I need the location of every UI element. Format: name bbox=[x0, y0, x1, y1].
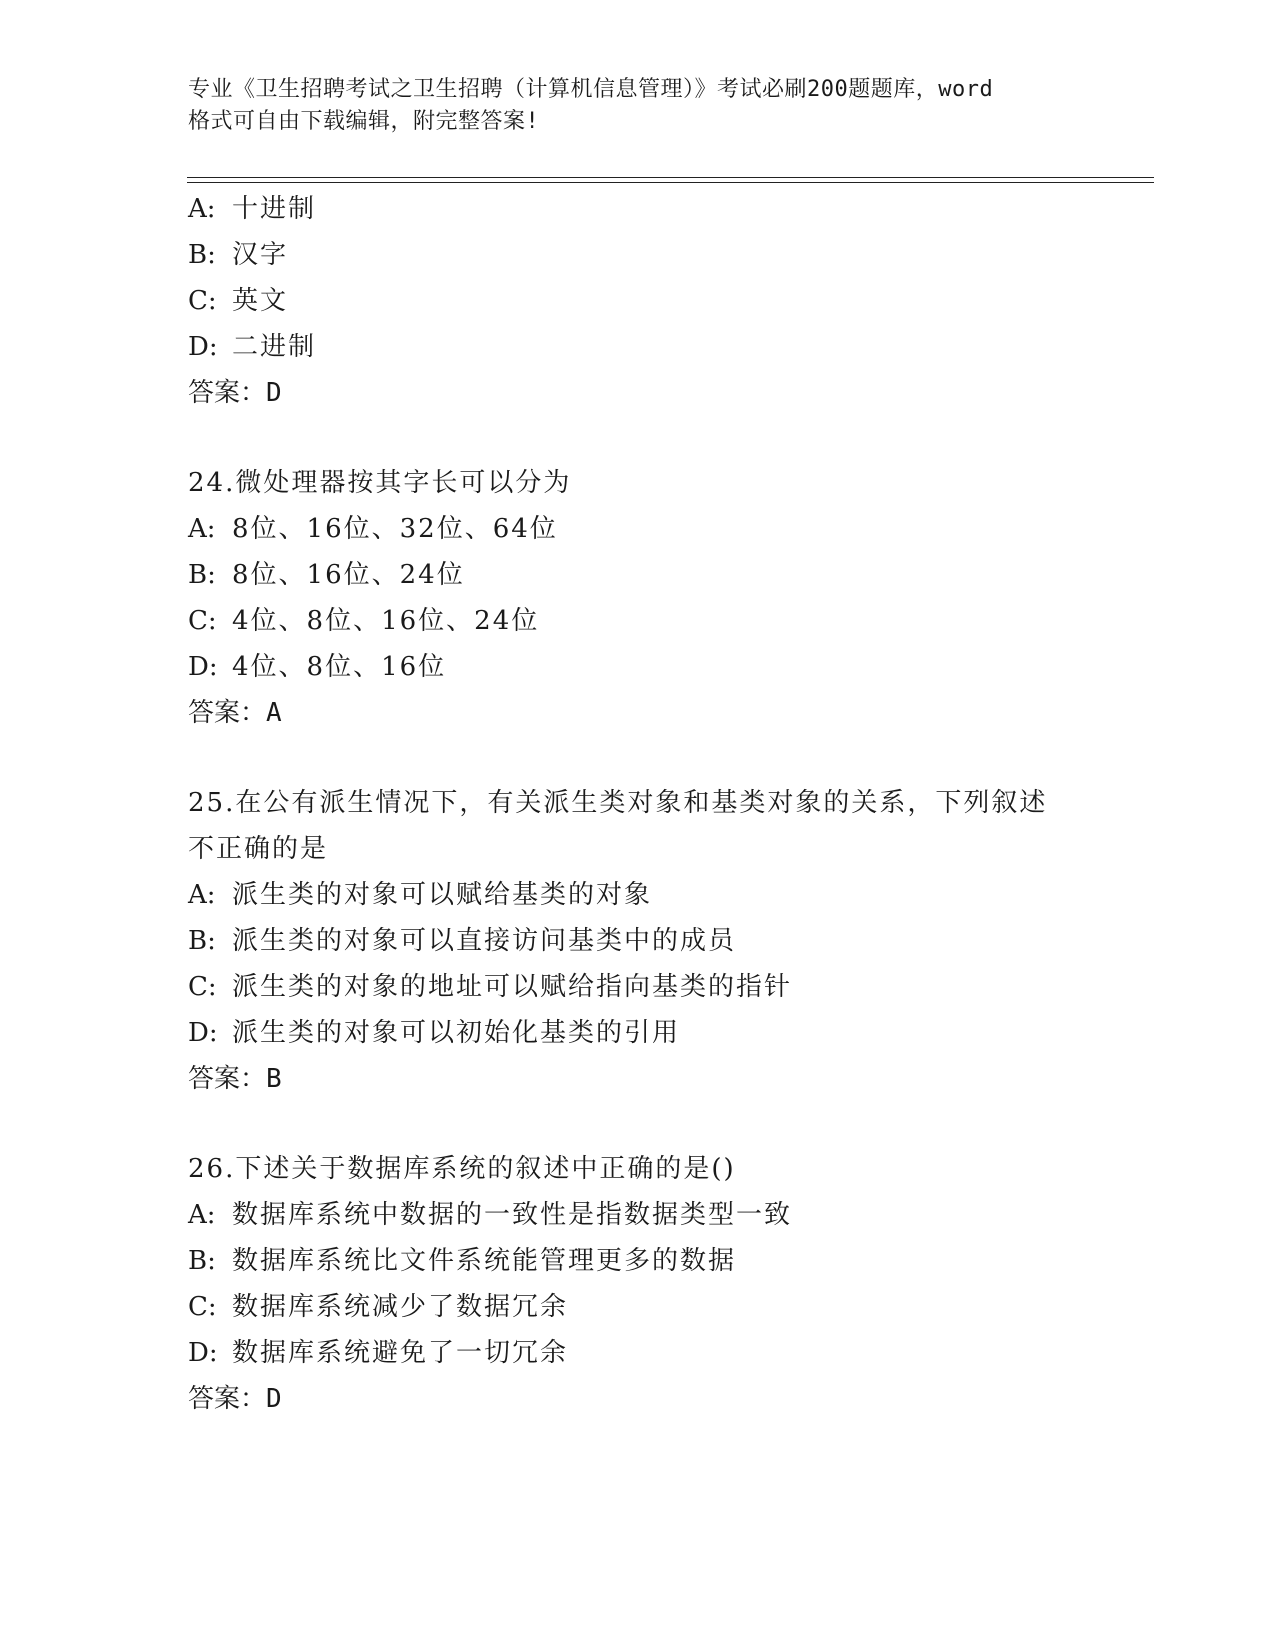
document-body bbox=[188, 186, 1088, 1466]
option-b bbox=[188, 232, 1088, 278]
option-label: A: bbox=[188, 880, 216, 910]
header-line-1: 专业《卫生招聘考试之卫生招聘（计算机信息管理）》考试必刷200题题库，word bbox=[188, 77, 994, 102]
option-a bbox=[188, 506, 1088, 552]
option-c bbox=[188, 1284, 1088, 1330]
question-block-25 bbox=[188, 780, 1088, 1102]
header-divider-top bbox=[187, 177, 1154, 178]
option-label: C: bbox=[188, 1292, 217, 1322]
option-text: 4位、8位、16位、24位 bbox=[232, 606, 540, 636]
option-text: 二进制 bbox=[232, 332, 317, 362]
option-text: 数据库系统比文件系统能管理更多的数据 bbox=[232, 1246, 737, 1276]
question-block-24 bbox=[188, 460, 1088, 736]
question-block-23 bbox=[188, 186, 1088, 416]
option-text: 8位、16位、32位、64位 bbox=[232, 514, 558, 544]
question-title: 26.下述关于数据库系统的叙述中正确的是() bbox=[188, 1154, 736, 1184]
answer-value: A bbox=[266, 698, 282, 728]
option-d bbox=[188, 1330, 1088, 1376]
answer-label: 答案： bbox=[188, 1384, 267, 1414]
option-text: 派生类的对象的地址可以赋给指向基类的指针 bbox=[232, 972, 793, 1002]
option-d bbox=[188, 644, 1088, 690]
option-label: B: bbox=[188, 240, 216, 270]
option-b bbox=[188, 1238, 1088, 1284]
header-divider-bottom bbox=[187, 182, 1154, 183]
question-block-26 bbox=[188, 1146, 1088, 1422]
option-c bbox=[188, 964, 1088, 1010]
option-label: B: bbox=[188, 926, 216, 956]
option-label: D: bbox=[188, 1338, 218, 1368]
option-label: C: bbox=[188, 286, 217, 316]
option-label: B: bbox=[188, 1246, 216, 1276]
option-text: 汉字 bbox=[232, 240, 289, 270]
option-label: C: bbox=[188, 972, 217, 1002]
option-a bbox=[188, 1192, 1088, 1238]
option-label: A: bbox=[188, 194, 216, 224]
option-a bbox=[188, 186, 1088, 232]
answer-line bbox=[188, 1056, 1088, 1102]
answer-line bbox=[188, 1376, 1088, 1422]
option-text: 数据库系统减少了数据冗余 bbox=[232, 1292, 569, 1322]
header-line-2: 格式可自由下载编辑，附完整答案! bbox=[188, 109, 540, 134]
option-text: 派生类的对象可以初始化基类的引用 bbox=[232, 1018, 681, 1048]
option-a bbox=[188, 872, 1088, 918]
option-text: 4位、8位、16位 bbox=[232, 652, 447, 682]
option-text: 派生类的对象可以赋给基类的对象 bbox=[232, 880, 653, 910]
question-title-line-1: 25.在公有派生情况下，有关派生类对象和基类对象的关系，下列叙述 bbox=[188, 788, 1048, 818]
option-text: 数据库系统避免了一切冗余 bbox=[232, 1338, 569, 1368]
answer-line bbox=[188, 690, 1088, 736]
answer-line bbox=[188, 370, 1088, 416]
option-text: 数据库系统中数据的一致性是指数据类型一致 bbox=[232, 1200, 793, 1230]
option-c bbox=[188, 598, 1088, 644]
answer-label: 答案： bbox=[188, 378, 267, 408]
option-label: D: bbox=[188, 652, 218, 682]
question-title-line-2: 不正确的是 bbox=[188, 834, 329, 864]
option-text: 8位、16位、24位 bbox=[232, 560, 465, 590]
option-label: B: bbox=[188, 560, 216, 590]
option-text: 英文 bbox=[232, 286, 289, 316]
option-label: A: bbox=[188, 1200, 216, 1230]
answer-value: D bbox=[266, 378, 282, 408]
answer-label: 答案： bbox=[188, 698, 267, 728]
option-text: 派生类的对象可以直接访问基类中的成员 bbox=[232, 926, 737, 956]
option-label: C: bbox=[188, 606, 217, 636]
option-text: 十进制 bbox=[232, 194, 317, 224]
option-label: D: bbox=[188, 332, 218, 362]
option-b bbox=[188, 918, 1088, 964]
answer-value: D bbox=[266, 1384, 282, 1414]
option-d bbox=[188, 1010, 1088, 1056]
answer-label: 答案： bbox=[188, 1064, 267, 1094]
option-c bbox=[188, 278, 1088, 324]
option-b bbox=[188, 552, 1088, 598]
question-title: 24.微处理器按其字长可以分为 bbox=[188, 468, 572, 498]
answer-value: B bbox=[266, 1064, 282, 1094]
option-label: A: bbox=[188, 514, 216, 544]
document-header bbox=[188, 74, 1088, 138]
option-d bbox=[188, 324, 1088, 370]
option-label: D: bbox=[188, 1018, 218, 1048]
